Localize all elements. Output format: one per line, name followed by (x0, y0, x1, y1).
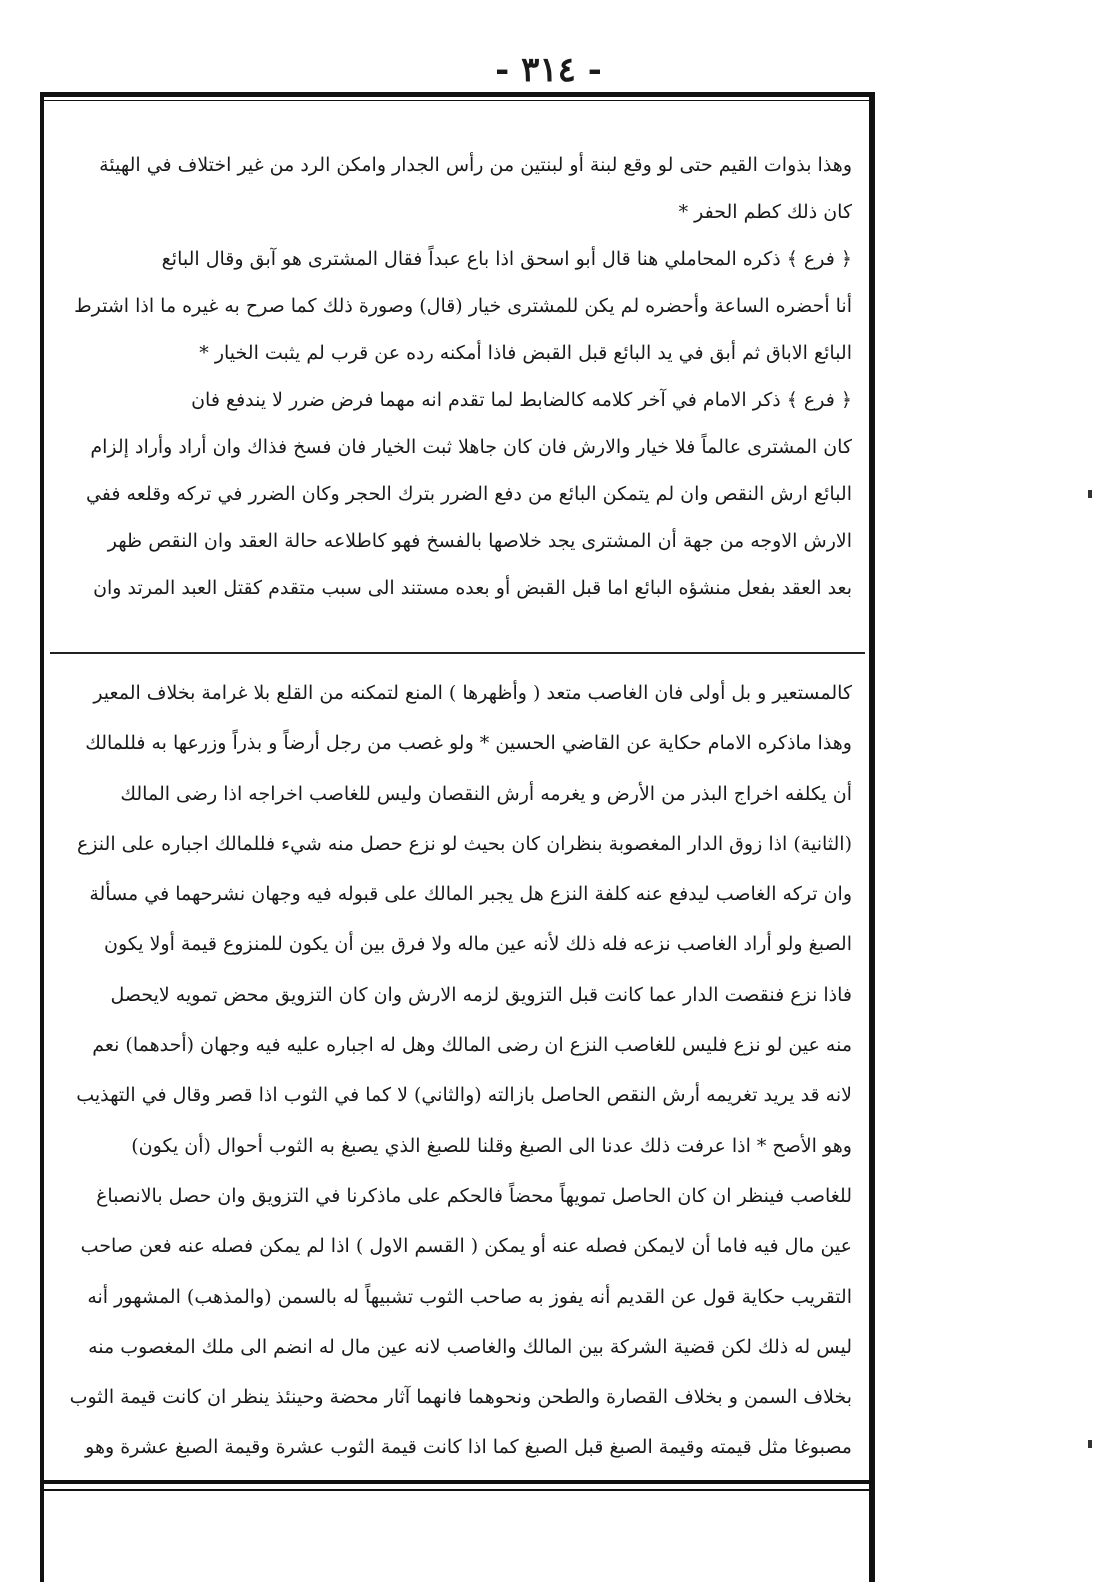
text-line: وان تركه الغاصب ليدفع عنه كلفة النزع هل يجبر المالك على قبوله فيه وجهان نشرحهما في مسألة (89, 883, 852, 906)
text-line: أن يكلفه اخراج البذر من الأرض و يغرمه أرش النقصان وليس للغاصب اخراجه اذا رضى المالك (120, 782, 852, 805)
text-line: البائع ارش النقص وان لم يتمكن البائع من دفع الضرر بترك الحجر وكان الضرر في تركه وقلعه ففي (85, 483, 852, 505)
text-line: الصبغ ولو أراد الغاصب نزعه فله ذلك لأنه عين ماله ولا فرق بين أن يكون للمنزوع قيمة أولا يكون (104, 933, 852, 956)
text-line: ﴿ فرع ﴾ ذكر الامام في آخر كلامه كالضابط لما تقدم انه مهما فرض ضرر لا يندفع فان (191, 389, 852, 411)
text-line: وهذا ماذكره الامام حكاية عن القاضي الحسين * ولو غصب من رجل أرضاً و بذراً وزرعها به فللمالك (85, 732, 852, 755)
section-divider (50, 652, 865, 654)
page-number: - ٣١٤ - (495, 50, 602, 90)
text-line: كالمستعير و بل أولى فان الغاصب متعد ( وأظهرها ) المنع لتمكنه من القلع بلا غرامة بخلاف المعير (93, 682, 852, 704)
text-line: (الثانية) اذا زوق الدار المغصوبة بنظران كان بحيث لو نزع حصل منه شيء فللمالك اجباره على النزع (76, 832, 852, 855)
text-line: للغاصب فينظر ان كان الحاصل تمويهاً محضاً فالحكم على ماذكرنا في التزويق وان حصل بالانصباغ (96, 1184, 852, 1207)
text-line: أنا أحضره الساعة وأحضره لم يكن للمشترى خيار (قال) وصورة ذلك كما صرح به غيره ما اذا اشترط (74, 295, 852, 317)
top-rule (40, 92, 875, 97)
text-line: كان المشترى عالماً فلا خيار والارش فان كان جاهلا ثبت الخيار فان فسخ فذاك وان أراد وأراد إلزام (90, 436, 852, 458)
text-line: كان ذلك كطم الحفر * (678, 201, 852, 223)
text-line: البائع الاباق ثم أبق في يد البائع قبل القبض فاذا أمكنه رده عن قرب لم يثبت الخيار * (199, 342, 852, 364)
text-line: مصبوغا مثل قيمته وقيمة الصبغ قبل الصبغ كما اذا كانت قيمة الثوب عشرة وقيمة الصبغ عشرة وهو (85, 1436, 852, 1459)
top-rule-thin (40, 100, 875, 101)
text-line: بخلاف السمن و بخلاف القصارة والطحن ونحوهما فانهما آثار محضة وحينئذ ينظر ان كانت قيمة الثوب (69, 1386, 852, 1409)
text-line: وهذا بذوات القيم حتى لو وقع لبنة أو لبنتين من رأس الجدار وامكن الرد من غير اختلاف في الهيئة (99, 154, 852, 176)
text-line: بعد العقد بفعل منشؤه البائع اما قبل القبض أو بعده مستند الى سبب متقدم كقتل العبد المرتد وان (93, 577, 852, 599)
bottom-rule (40, 1480, 875, 1484)
text-line: الارش الاوجه من جهة أن المشترى يجد خلاصها بالفسخ فهو كاطلاعه حالة العقد وان النقص ظهر (107, 530, 852, 552)
text-line: ليس له ذلك لكن قضية الشركة بين المالك والغاصب لانه عين مال له انضم الى ملك المغصوب منه (88, 1335, 852, 1358)
upper-text-section (62, 142, 852, 612)
text-line: منه عين لو نزع فليس للغاصب النزع ان رضى المالك وهل له اجباره عليه فيه وجهان (أحدهما) نعم (92, 1034, 852, 1057)
text-line: وهو الأصح * اذا عرفت ذلك عدنا الى الصبغ وقلنا للصبغ الذي يصبغ به الثوب أحوال (أن يكون) (131, 1134, 852, 1157)
lower-text-section (62, 668, 852, 1473)
text-line: التقريب حكاية قول عن القديم أنه يفوز به صاحب الثوب تشبيهاً له بالسمن (والمذهب) المشهور أنه (87, 1285, 852, 1308)
text-line: عين مال فيه فاما أن لايمكن فصله عنه أو يمكن ( القسم الاول ) اذا لم يمكن فصله عنه فعن صاحب (80, 1235, 852, 1258)
bottom-rule-thin (40, 1489, 875, 1491)
edge-mark-top (1088, 490, 1092, 498)
edge-mark-bottom (1088, 1440, 1092, 1448)
text-line: ﴿ فرع ﴾ ذكره المحاملي هنا قال أبو اسحق اذا باع عبداً فقال المشترى هو آبق وقال البائع (161, 248, 852, 270)
text-line: فاذا نزع فنقصت الدار عما كانت قبل التزويق لزمه الارش وان كان التزويق محض تمويه لايحصل (110, 983, 852, 1006)
text-line: لانه قد يريد تغريمه أرش النقص الحاصل بازالته (والثاني) لا كما في الثوب اذا قصر وقال في التهذيب (76, 1084, 852, 1107)
